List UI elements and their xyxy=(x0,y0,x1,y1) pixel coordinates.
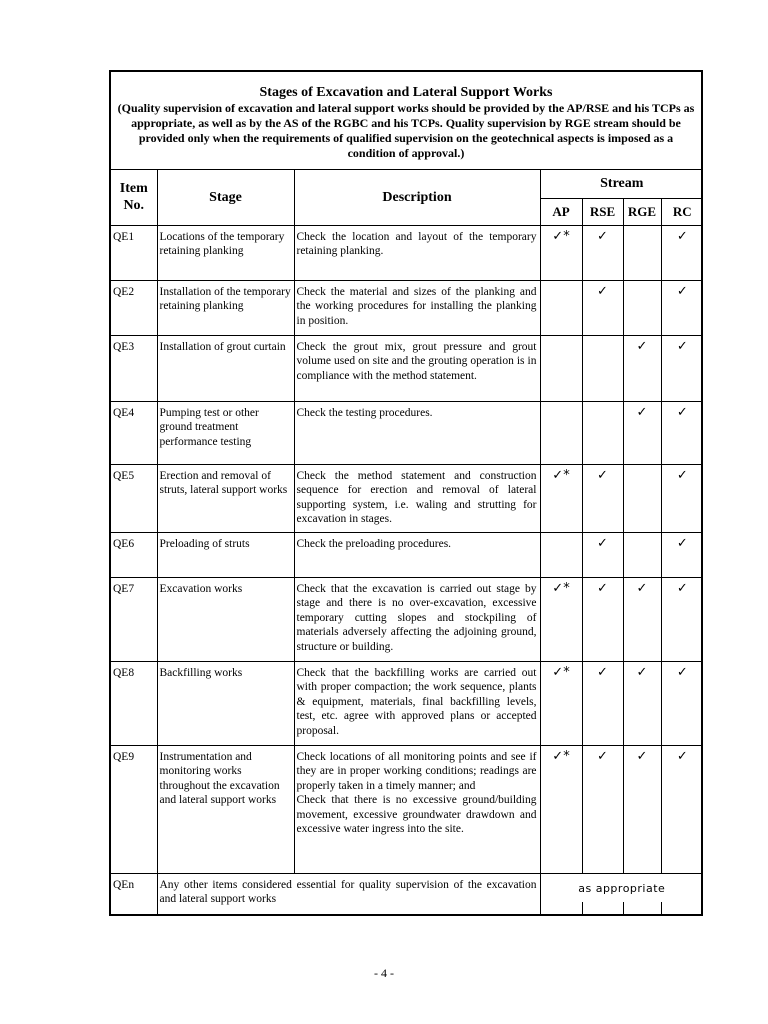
item-no: QE7 xyxy=(111,577,157,661)
ap-check: ✓* xyxy=(540,225,582,280)
rc-check: ✓ xyxy=(661,401,703,464)
rc-check: ✓ xyxy=(661,577,703,661)
stream-dividers xyxy=(541,902,704,914)
col-stream: Stream xyxy=(540,170,703,198)
description-cell: Check the preloading procedures. xyxy=(294,532,540,577)
rse-check xyxy=(582,335,623,401)
ap-check xyxy=(540,280,582,335)
col-item-no: Item No. xyxy=(111,170,157,225)
stage-cell: Erection and removal of struts, lateral support works xyxy=(157,464,294,532)
stages-table xyxy=(111,170,703,914)
rc-check: ✓ xyxy=(661,280,703,335)
rc-check: ✓ xyxy=(661,464,703,532)
rge-check: ✓ xyxy=(623,745,661,873)
page-title: Stages of Excavation and Lateral Support Works xyxy=(259,85,553,100)
description-cell: Check that the excavation is carried out stage by stage and there is no over-excavation, excessive temporary cutting slopes and stockpiling of materials adversely affecting the adjoining ground, structure or building. xyxy=(294,577,540,661)
stage-cell: Preloading of struts xyxy=(157,532,294,577)
description-cell xyxy=(294,745,540,873)
rse-check: ✓ xyxy=(582,532,623,577)
rse-check: ✓ xyxy=(582,577,623,661)
item-no: QE5 xyxy=(111,464,157,532)
rse-check: ✓ xyxy=(582,745,623,873)
page-number: - 4 - xyxy=(374,966,394,980)
stage-cell: Pumping test or other ground treatment performance testing xyxy=(157,401,294,464)
description-cell: Check the method statement and construction sequence for erection and removal of lateral supporting system, i.e. waling and strutting for excavation in stages. xyxy=(294,464,540,532)
rse-check: ✓ xyxy=(582,661,623,745)
col-description: Description xyxy=(294,170,540,225)
item-no: QE6 xyxy=(111,532,157,577)
ap-check xyxy=(540,532,582,577)
description-cell: Check the grout mix, grout pressure and grout volume used on site and the grouting operation is in compliance with the method statement. xyxy=(294,335,540,401)
item-no: QEn xyxy=(111,873,157,914)
description-cell: Check the testing procedures. xyxy=(294,401,540,464)
item-no: QE1 xyxy=(111,225,157,280)
ap-check xyxy=(540,335,582,401)
rc-check: ✓ xyxy=(661,335,703,401)
item-no: QE4 xyxy=(111,401,157,464)
item-no: QE8 xyxy=(111,661,157,745)
rge-check: ✓ xyxy=(623,661,661,745)
rse-check: ✓ xyxy=(582,225,623,280)
table-frame xyxy=(109,70,703,916)
table-row xyxy=(111,464,703,532)
rge-check: ✓ xyxy=(623,577,661,661)
description-line: Check locations of all monitoring points and see if they are in proper working conditions; readings are properly taken in a timely manner; and xyxy=(296,750,537,792)
description-cell: Check that the backfilling works are carried out with proper compaction; the work sequence, plants & equipment, materials, final backfilling levels, test, etc. agree with approved plans or accepted proposal. xyxy=(294,661,540,745)
stage-cell: Excavation works xyxy=(157,577,294,661)
item-no: QE2 xyxy=(111,280,157,335)
rge-check xyxy=(623,532,661,577)
rse-check xyxy=(582,401,623,464)
table-row xyxy=(111,335,703,401)
table-row xyxy=(111,401,703,464)
item-no: QE9 xyxy=(111,745,157,873)
col-stage: Stage xyxy=(157,170,294,225)
rc-check: ✓ xyxy=(661,532,703,577)
rge-check xyxy=(623,225,661,280)
rse-check: ✓ xyxy=(582,280,623,335)
rge-check xyxy=(623,280,661,335)
table-row xyxy=(111,225,703,280)
stage-cell: Installation of the temporary retaining planking xyxy=(157,280,294,335)
table-row xyxy=(111,532,703,577)
rse-check: ✓ xyxy=(582,464,623,532)
description-line: Check that there is no excessive ground/building movement, excessive groundwater drawdown and excessive water ingress into the site. xyxy=(296,794,537,835)
ap-check xyxy=(540,401,582,464)
other-items-cell: Any other items considered essential for quality supervision of the excavation and lateral support works xyxy=(157,873,540,914)
rc-check: ✓ xyxy=(661,745,703,873)
description-cell: Check the location and layout of the temporary retaining planking. xyxy=(294,225,540,280)
rge-check: ✓ xyxy=(623,401,661,464)
stage-cell: Locations of the temporary retaining planking xyxy=(157,225,294,280)
rc-check: ✓ xyxy=(661,661,703,745)
col-ap: AP xyxy=(540,198,582,225)
table-row xyxy=(111,577,703,661)
rge-check xyxy=(623,464,661,532)
stage-cell: Instrumentation and monitoring works throughout the excavation and lateral support works xyxy=(157,745,294,873)
ap-check: ✓* xyxy=(540,661,582,745)
page-subtitle: (Quality supervision of excavation and lateral support works should be provided by the AP/RSE and his TCPs as appropriate, as well as by the AS of the RGBC and his TCPs. Quality supervision by RGE stream should be provided only when the requirements of qualified supervision on the geotechnical aspects is imposed as a condition of approval.) xyxy=(117,101,695,160)
table-row xyxy=(111,745,703,873)
table-row xyxy=(111,280,703,335)
as-appropriate-label: as appropriate xyxy=(578,881,666,895)
table-row xyxy=(111,661,703,745)
col-rc: RC xyxy=(661,198,703,225)
rc-check: ✓ xyxy=(661,225,703,280)
rge-check: ✓ xyxy=(623,335,661,401)
ap-check: ✓* xyxy=(540,464,582,532)
col-rge: RGE xyxy=(623,198,661,225)
table-row xyxy=(111,873,703,914)
ap-check: ✓* xyxy=(540,745,582,873)
description-cell: Check the material and sizes of the planking and the working procedures for installing the planking in position. xyxy=(294,280,540,335)
ap-check: ✓* xyxy=(540,577,582,661)
stage-cell: Installation of grout curtain xyxy=(157,335,294,401)
stage-cell: Backfilling works xyxy=(157,661,294,745)
item-no: QE3 xyxy=(111,335,157,401)
col-rse: RSE xyxy=(582,198,623,225)
table-header xyxy=(111,72,701,170)
as-appropriate-cell xyxy=(540,873,703,914)
